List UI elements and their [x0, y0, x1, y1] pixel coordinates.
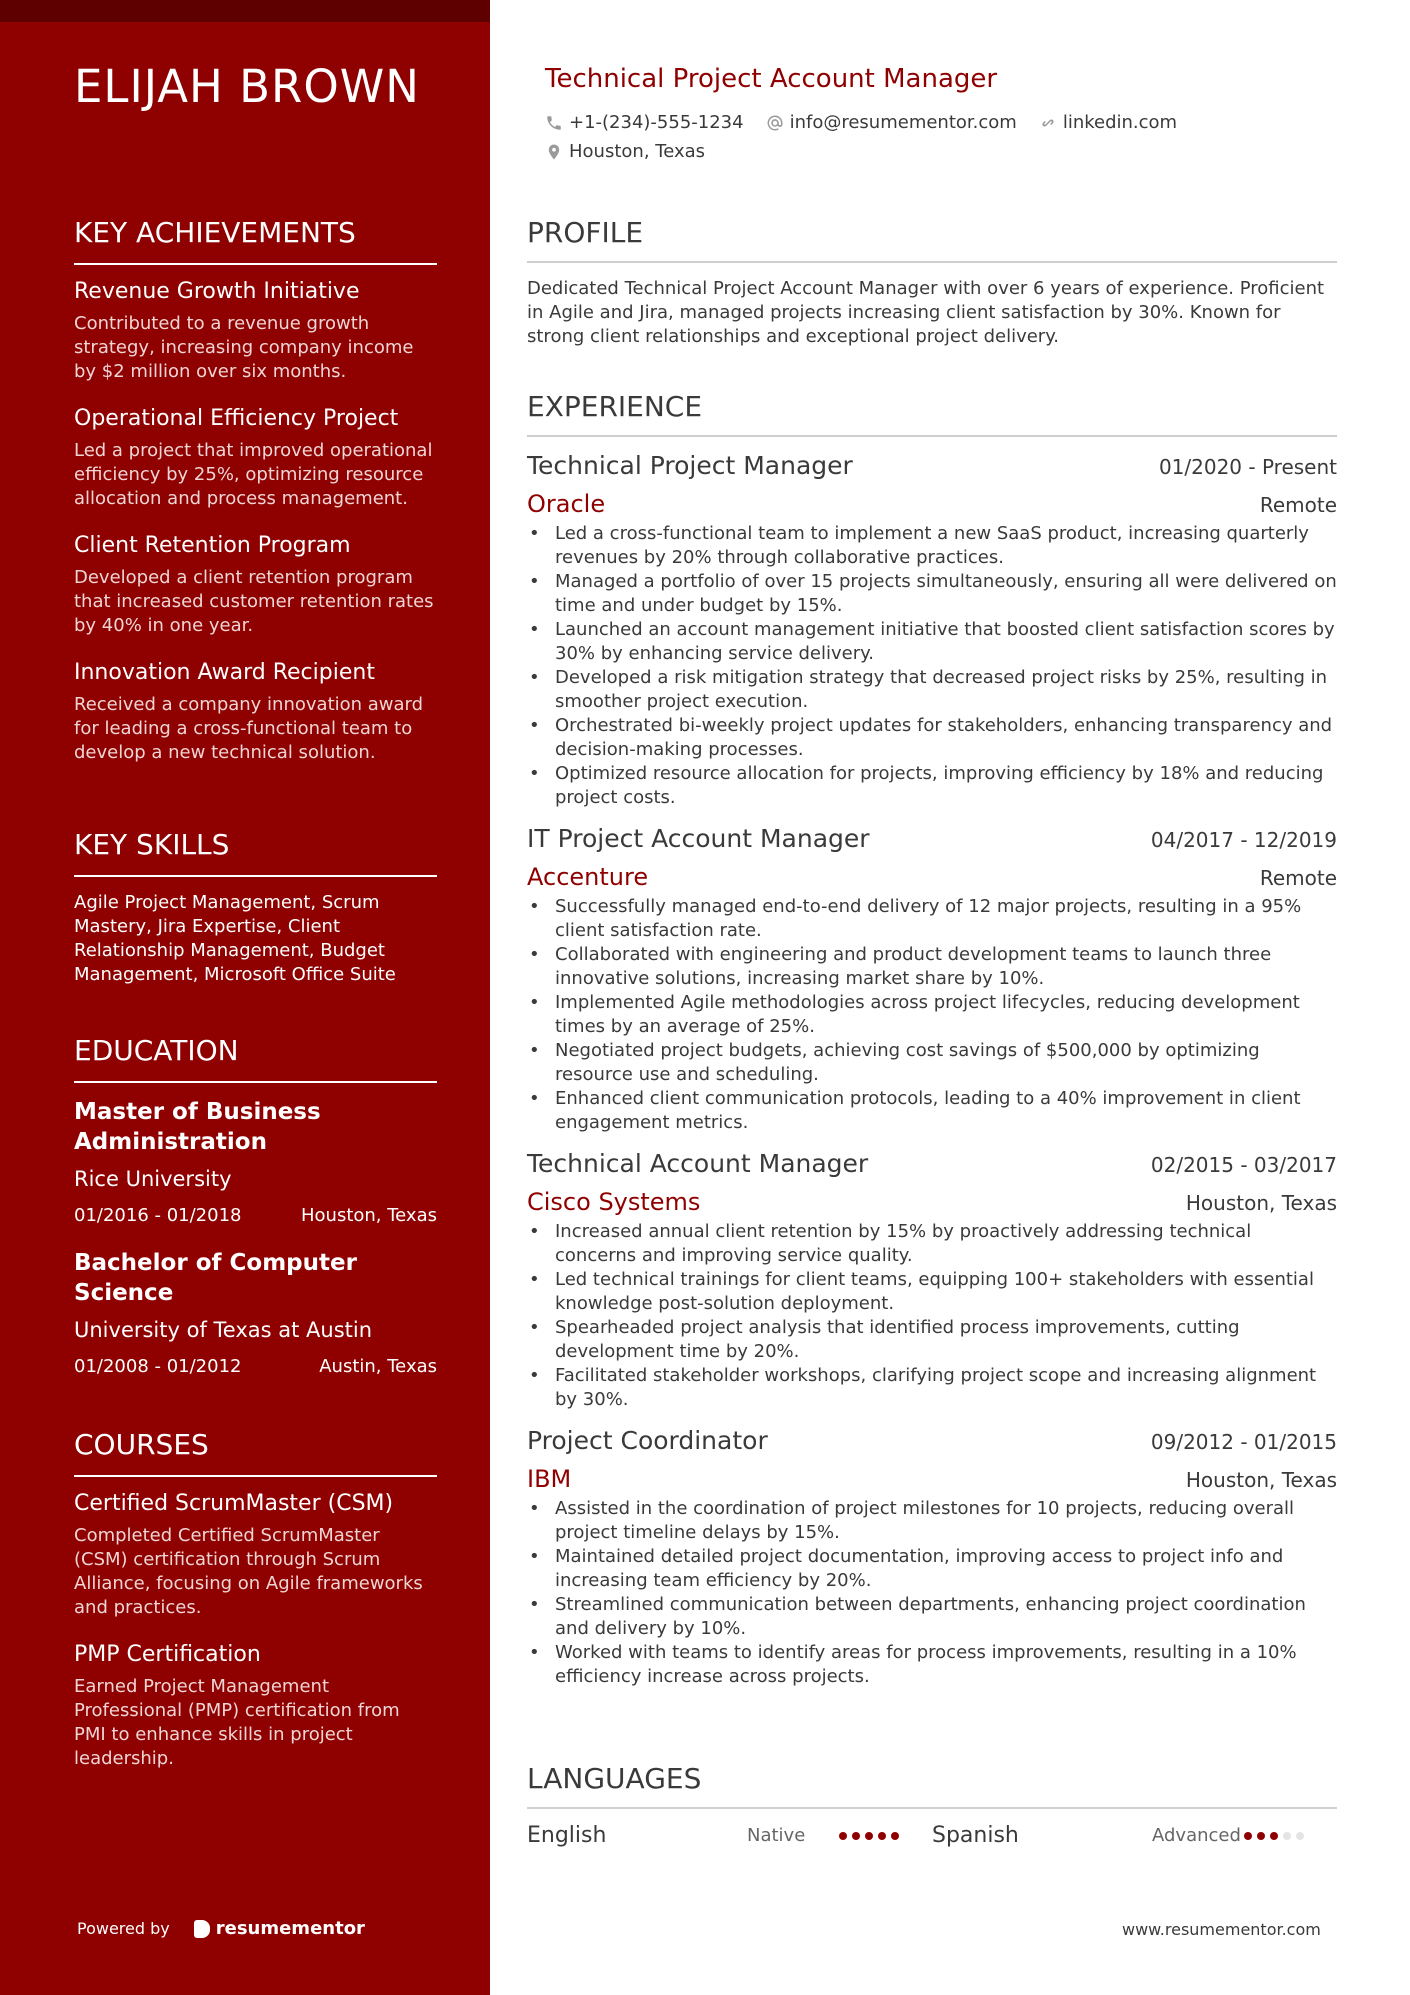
- contact-phone[interactable]: [545, 112, 744, 133]
- rating-dot: [1257, 1832, 1265, 1840]
- rating-dot: [878, 1832, 886, 1840]
- education-item: [74, 1097, 437, 1226]
- job-bullet: • Optimized resource allocation for projects, improving efficiency by 18% and reducing project costs.: [527, 762, 1337, 810]
- rating-dot: [1283, 1832, 1291, 1840]
- job-bullet: • Enhanced client communication protocols, leading to a 40% improvement in client engagement metrics.: [527, 1087, 1337, 1135]
- skills-title: KEY SKILLS: [74, 828, 437, 877]
- achievement-text: Received a company innovation award for leading a cross-functional team to develop a new technical solution.: [74, 694, 424, 763]
- contact-email[interactable]: [766, 112, 1017, 133]
- job-location: Remote: [1259, 493, 1337, 517]
- job-bullet: • Successfully managed end-to-end delivery of 12 major projects, resulting in a 95% client satisfaction rate.: [527, 895, 1337, 943]
- job-bullet: • Launched an account management initiative that boosted client satisfaction scores by 30% by enhancing service delivery.: [527, 618, 1337, 666]
- powered-by-label: Powered by: [77, 1919, 170, 1938]
- job-subheader: [527, 490, 1337, 518]
- brand-name: resumementor: [215, 1918, 365, 1939]
- achievement-title: Client Retention Program: [74, 533, 351, 558]
- job-company: Oracle: [527, 490, 606, 518]
- language-name: English: [527, 1823, 607, 1848]
- contact-location: [545, 141, 705, 162]
- link-icon: [1039, 114, 1057, 132]
- job-bullet: • Maintained detailed project documentation, improving access to project info and increasing team efficiency by 20%.: [527, 1545, 1337, 1593]
- candidate-name: ELIJAH BROWN: [74, 60, 420, 113]
- job-company: Accenture: [527, 863, 649, 891]
- job-bullet: • Implemented Agile methodologies across project lifecycles, reducing development times by an average of 25%.: [527, 991, 1337, 1039]
- rating-dot: [1244, 1832, 1252, 1840]
- job-dates: 04/2017 - 12/2019: [1150, 828, 1337, 852]
- language-level: Native: [747, 1825, 806, 1846]
- course-item: [74, 1642, 437, 1771]
- achievements-section: [74, 216, 437, 787]
- achievement-item: [74, 660, 437, 765]
- skills-text: Agile Project Management, Scrum Mastery, Jira Expertise, Client Relationship Management, Budget Management, Microsoft Office Suite: [74, 892, 396, 985]
- job-bullets: [527, 1497, 1337, 1689]
- profile-text: Dedicated Technical Project Account Manager with over 6 years of experience. Proficient in Agile and Jira, managed projects increasing client satisfaction by 30%. Known for strong client relationships and exceptional project delivery.: [527, 278, 1325, 347]
- job-bullet: • Collaborated with engineering and product development teams to launch three innovative solutions, increasing market share by 10%.: [527, 943, 1337, 991]
- rating-dot: [865, 1832, 873, 1840]
- course-text: Completed Certified ScrumMaster (CSM) certification through Scrum Alliance, focusing on Agile frameworks and practices.: [74, 1525, 423, 1618]
- job-company: IBM: [527, 1465, 572, 1493]
- job-bullet: • Negotiated project budgets, achieving cost savings of $500,000 by optimizing resource use and scheduling.: [527, 1039, 1337, 1087]
- powered-by: [77, 1918, 365, 1939]
- job-bullets: [527, 895, 1337, 1135]
- education-dates: 01/2008 - 01/2012: [74, 1356, 242, 1377]
- course-item: [74, 1491, 437, 1620]
- job-header: [527, 1426, 1337, 1455]
- brand-mark-icon: [194, 1920, 210, 1938]
- job-role: Technical Project Manager: [527, 451, 853, 480]
- education-location: Austin, Texas: [319, 1356, 437, 1377]
- education-dates: 01/2016 - 01/2018: [74, 1205, 242, 1226]
- education-meta: [74, 1205, 437, 1226]
- contact-linkedin[interactable]: [1039, 112, 1177, 133]
- education-degree: Master of Business Administration: [74, 1099, 321, 1155]
- course-text: Earned Project Management Professional (PMP) certification from PMI to enhance skills in project leadership.: [74, 1676, 400, 1769]
- phone-icon: [545, 114, 563, 132]
- courses-title: COURSES: [74, 1428, 437, 1477]
- job-entry: [527, 824, 1337, 1135]
- job-subheader: [527, 863, 1337, 891]
- education-item: [74, 1248, 437, 1377]
- job-header: [527, 824, 1337, 853]
- email-text: info@resumementor.com: [789, 112, 1017, 133]
- achievement-text: Contributed to a revenue growth strategy, increasing company income by $2 million over six months.: [74, 313, 414, 382]
- course-title: PMP Certification: [74, 1642, 261, 1667]
- achievement-item: [74, 533, 437, 638]
- courses-section: [74, 1428, 437, 1793]
- sidebar: [0, 0, 490, 1995]
- job-location: Houston, Texas: [1185, 1468, 1337, 1492]
- languages-list: [527, 1823, 1337, 1848]
- linkedin-text: linkedin.com: [1062, 112, 1178, 133]
- brand-logo[interactable]: [194, 1918, 365, 1939]
- language-level: Advanced: [1152, 1825, 1241, 1846]
- experience-list: [527, 451, 1337, 1689]
- location-text: Houston, Texas: [569, 141, 706, 162]
- job-location: Houston, Texas: [1185, 1191, 1337, 1215]
- job-entry: [527, 1149, 1337, 1412]
- languages-section: [527, 1762, 1337, 1848]
- profile-title: PROFILE: [527, 216, 1337, 263]
- job-entry: [527, 451, 1337, 810]
- footer-url[interactable]: www.resumementor.com: [1122, 1920, 1321, 1939]
- achievement-text: Led a project that improved operational efficiency by 25%, optimizing resource allocation and process management.: [74, 440, 433, 509]
- job-role: Project Coordinator: [527, 1426, 768, 1455]
- language-name: Spanish: [932, 1823, 1019, 1848]
- job-role: Technical Account Manager: [527, 1149, 869, 1178]
- job-bullet: • Led technical trainings for client teams, equipping 100+ stakeholders with essential knowledge post-solution deployment.: [527, 1268, 1337, 1316]
- languages-title: LANGUAGES: [527, 1762, 1337, 1809]
- job-bullet: • Developed a risk mitigation strategy that decreased project risks by 25%, resulting in smoother project execution.: [527, 666, 1337, 714]
- job-bullets: [527, 522, 1337, 810]
- experience-title: EXPERIENCE: [527, 390, 1337, 437]
- job-header: [527, 1149, 1337, 1178]
- job-bullet: • Facilitated stakeholder workshops, clarifying project scope and increasing alignment by 30%.: [527, 1364, 1337, 1412]
- education-degree: Bachelor of Computer Science: [74, 1250, 357, 1306]
- achievement-title: Operational Efficiency Project: [74, 406, 399, 431]
- education-school: Rice University: [74, 1167, 232, 1191]
- achievement-item: [74, 279, 437, 384]
- education-section: [74, 1034, 437, 1399]
- education-location: Houston, Texas: [300, 1205, 437, 1226]
- job-location: Remote: [1259, 866, 1337, 890]
- job-bullets: [527, 1220, 1337, 1412]
- job-bullet: • Orchestrated bi-weekly project updates for stakeholders, enhancing transparency and decision-making processes.: [527, 714, 1337, 762]
- achievements-title: KEY ACHIEVEMENTS: [74, 216, 437, 265]
- rating-dot: [1296, 1832, 1304, 1840]
- job-bullet: • Spearheaded project analysis that identified process improvements, cutting development time by 20%.: [527, 1316, 1337, 1364]
- job-bullet: • Streamlined communication between departments, enhancing project coordination and delivery by 10%.: [527, 1593, 1337, 1641]
- job-header: [527, 451, 1337, 480]
- course-title: Certified ScrumMaster (CSM): [74, 1491, 394, 1516]
- language-item: [527, 1823, 932, 1848]
- language-rating: [1244, 1832, 1304, 1840]
- location-pin-icon: [545, 143, 563, 161]
- job-bullet: • Increased annual client retention by 15% by proactively addressing technical concerns and improving service quality.: [527, 1220, 1337, 1268]
- achievement-item: [74, 406, 437, 511]
- job-role: IT Project Account Manager: [527, 824, 870, 853]
- job-subheader: [527, 1188, 1337, 1216]
- job-subheader: [527, 1465, 1337, 1493]
- job-dates: 02/2015 - 03/2017: [1150, 1153, 1337, 1177]
- job-bullet: • Worked with teams to identify areas for process improvements, resulting in a 10% efficiency increase across projects.: [527, 1641, 1337, 1689]
- contact-info: [545, 112, 1305, 170]
- achievement-title: Innovation Award Recipient: [74, 660, 375, 685]
- job-company: Cisco Systems: [527, 1188, 701, 1216]
- job-dates: 09/2012 - 01/2015: [1150, 1430, 1337, 1454]
- job-bullet: • Led a cross-functional team to implement a new SaaS product, increasing quarterly revenues by 20% through collaborative practices.: [527, 522, 1337, 570]
- rating-dot: [891, 1832, 899, 1840]
- job-bullet: • Assisted in the coordination of project milestones for 10 projects, reducing overall project timeline delays by 15%.: [527, 1497, 1337, 1545]
- phone-text: +1-(234)-555-1234: [569, 112, 744, 133]
- experience-section: [527, 390, 1337, 1703]
- language-item: [932, 1823, 1337, 1848]
- sidebar-top-strip: [0, 0, 490, 22]
- at-icon: [766, 114, 784, 132]
- job-entry: [527, 1426, 1337, 1689]
- job-dates: 01/2020 - Present: [1158, 455, 1337, 479]
- rating-dot: [839, 1832, 847, 1840]
- rating-dot: [1270, 1832, 1278, 1840]
- rating-dot: [852, 1832, 860, 1840]
- courses-list: [74, 1491, 437, 1771]
- achievement-title: Revenue Growth Initiative: [74, 279, 360, 304]
- education-school: University of Texas at Austin: [74, 1318, 373, 1342]
- education-title: EDUCATION: [74, 1034, 437, 1083]
- profile-section: [527, 216, 1337, 349]
- education-meta: [74, 1356, 437, 1377]
- achievements-list: [74, 279, 437, 765]
- skills-section: [74, 828, 437, 987]
- achievement-text: Developed a client retention program that increased customer retention rates by 40% in one year.: [74, 567, 434, 636]
- job-bullet: • Managed a portfolio of over 15 projects simultaneously, ensuring all were delivered on time and under budget by 15%.: [527, 570, 1337, 618]
- headline: Technical Project Account Manager: [545, 64, 998, 94]
- language-rating: [839, 1832, 899, 1840]
